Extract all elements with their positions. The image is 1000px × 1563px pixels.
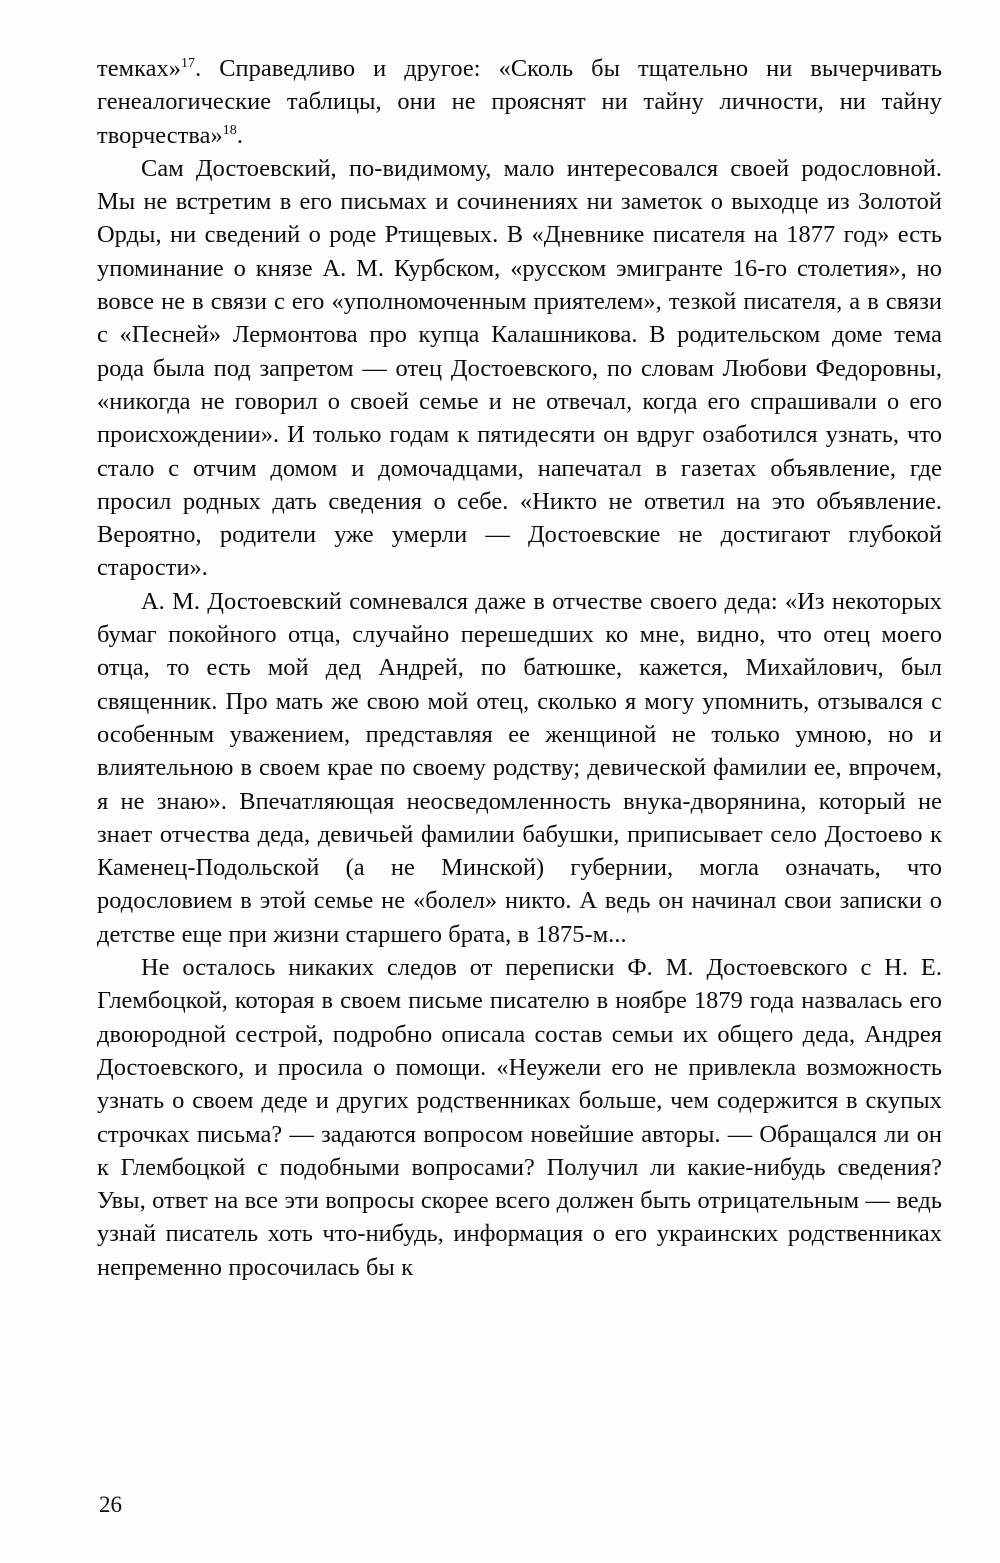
paragraph-1 — [97, 52, 942, 152]
paragraph-4: Не осталось никаких следов от переписки Ф. М. Достоевского с Н. Е. Глембоцкой, которая в своем письме писателю в ноябре 1879 года назвалась его двоюродной сестрой, подробно описала состав семьи их общего деда, Андрея Достоевского, и просила о помощи. «Неужели его не привлекла возможность узнать о своем деде и других родственниках больше, чем содержится в скупых строчках письма? — задаются вопросом новейшие авторы. — Обращался ли он к Глембоцкой с подобными вопросами? Получил ли какие-нибудь сведения? Увы, ответ на все эти вопросы скорее всего должен быть отрицательным — ведь узнай писатель хоть что-нибудь, информация о его украинских родственниках непременно просочилась бы к — [97, 954, 942, 1281]
paragraph-2: Сам Достоевский, по-видимому, мало интересовался своей родословной. Мы не встретим в его письмах и сочинениях ни заметок о выходце из Золотой Орды, ни сведений о роде Ртищевых. В «Дневнике писателя на 1877 год» есть упоминание о князе А. М. Курбском, «русском эмигранте 16-го столетия», но вовсе не в связи с его «уполномоченным приятелем», тезкой писателя, а в связи с «Песней» Лермонтова про купца Калашникова. В родительском доме тема рода была под запретом — отец Достоевского, по словам Любови Федоровны, «никогда не говорил о своей семье и не отвечал, когда его спрашивали о его происхождении». И только годам к пятидесяти он вдруг озаботился узнать, что стало с отчим домом и домочадцами, напечатал в газетах объявление, где просил родных дать сведения о себе. «Никто не ответил на это объявление. Вероятно, родители уже умерли — Достоевские не достигают глубокой старости». — [97, 154, 942, 582]
page-number: 26 — [99, 1492, 122, 1517]
text-column — [97, 52, 942, 1284]
paragraph-1-text-b: . Справедливо и другое: «Сколь бы тщательно ни вычерчивать генеалогические таблицы, они не прояснят ни тайну личности, ни тайну творчества» — [97, 55, 942, 149]
paragraph-1-text-a: темках» — [97, 55, 181, 82]
footnote-marker: 18 — [222, 122, 237, 138]
paragraph-3: А. М. Достоевский сомневался даже в отчестве своего деда: «Из некоторых бумаг покойного отца, случайно перешедших ко мне, видно, что отец моего отца, то есть мой дед Андрей, по батюшке, кажется, Михайлович, был священник. Про мать же свою мой отец, сколько я могу упомнить, отзывался с особенным уважением, представляя ее женщиной не только умною, но и влиятельною в своем крае по своему родству; девической фамилии ее, впрочем, я не знаю». Впечатляющая неосведомленность внука-дворянина, который не знает отчества деда, девичьей фамилии бабушки, приписывает село Достоево к Каменец-Подольской (а не Минской) губернии, могла означать, что родословием в этой семье не «болел» никто. А ведь он начинал свои записки о детстве еще при жизни старшего брата, в 1875-м... — [97, 587, 942, 948]
paragraph-1-text-c: . — [236, 121, 244, 149]
footnote-marker: 17 — [180, 55, 196, 71]
